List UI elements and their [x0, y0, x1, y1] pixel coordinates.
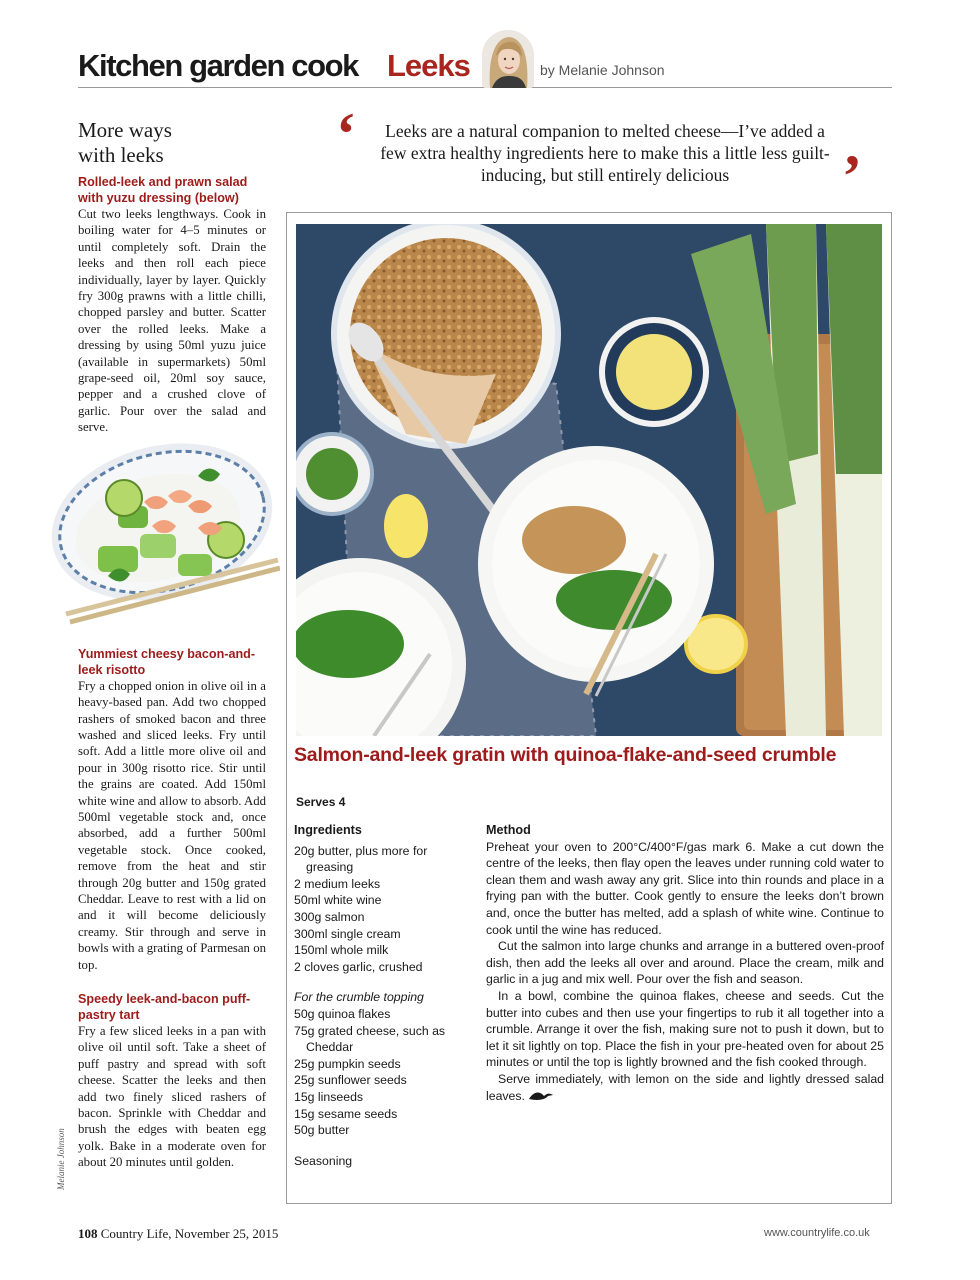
- recipe-title: Rolled-leek and prawn salad with yuzu dressing (below): [78, 175, 248, 205]
- quote-close-mark: ’: [842, 143, 862, 209]
- topping-heading: For the crumble topping: [294, 990, 424, 1005]
- sidebar: [78, 118, 266, 1171]
- topping-item: 75g grated cheese, such as Cheddar: [294, 1023, 446, 1055]
- method-step: In a bowl, combine the quinoa flakes, cheese and seeds. Cut the butter into cubes and then use your fingertips to rub it all together into a crumble. Arrange it over the fish, making sure not to push it down, but to let it sit lightly on top. Place the fish in your pre-heated oven for about 25 minutes or until the top is lightly browned and the fish cooked through.: [486, 988, 884, 1070]
- recipe-body: Fry a chopped onion in olive oil in a heavy-based pan. Add two chopped rashers of smoked bacon and three washed and sliced leeks. Fry until soft. Add a little more olive oil and pour in 300g risotto rice. Stir until the grains are coated. Add 150ml white wine and allow to absorb. Add 500ml vegetable stock and, once absorbed, add a further 500ml vegetable stock. Once cooked, remove from the heat and stir through 20g butter and 150g grated Cheddar. Leave to rest with a lid on and it will become deliciously creamy. Stir through and serve in bowls with a grating of Parmesan on top.: [78, 678, 267, 972]
- ingredient-item: 20g butter, plus more for greasing: [294, 843, 428, 875]
- ingredient-item: 300g salmon: [294, 909, 365, 924]
- ingredient-item: 300ml single cream: [294, 926, 401, 941]
- ingredient-item: 2 medium leeks: [294, 876, 381, 891]
- prawn-salad-photo: [48, 436, 280, 626]
- page-number: 108: [78, 1226, 98, 1241]
- topping-item: 25g sunflower seeds: [294, 1073, 407, 1088]
- column-topic: Leeks: [387, 48, 470, 83]
- sidebar-recipe: [78, 991, 266, 1171]
- recipe-title: Yummiest cheesy bacon-and-leek risotto: [78, 646, 256, 677]
- author-portrait: [482, 30, 534, 88]
- method-section: [486, 822, 884, 1104]
- recipe-title: Speedy leek-and-bacon puff-pastry tart: [78, 992, 251, 1022]
- end-mark-icon: [528, 1090, 554, 1102]
- pull-quote: Leeks are a natural companion to melted cheese—I’ve added a few extra healthy ingredients here to make this a little less guilt-inducing, but still entirely delicious: [380, 121, 830, 185]
- ingredients-heading: Ingredients: [294, 823, 362, 837]
- topping-item: 50g butter: [294, 1123, 350, 1138]
- method-heading: Method: [486, 823, 531, 837]
- magazine-issue: Country Life, November 25, 2015: [100, 1226, 279, 1241]
- footer-folio: [78, 1226, 278, 1242]
- sidebar-heading: More ways with leeks: [78, 118, 172, 167]
- sidebar-recipe: [78, 174, 266, 436]
- method-step: Preheat your oven to 200°C/400°F/gas mark 6. Make a cut down the centre of the leeks, then flay open the leaves under running cold water to clean them and wash away any grit. Slice into thin rounds and place in a frying pan with the butter. Cook gently to ensure the leeks don’t brown and, once the butter has melted, add a splash of white wine. Continue to cook until the wine has reduced.: [486, 839, 884, 937]
- topping-item: 15g linseeds: [294, 1089, 364, 1104]
- ingredient-item: 150ml whole milk: [294, 943, 389, 958]
- ingredient-item: 2 cloves garlic, crushed: [294, 959, 423, 974]
- column-title: Kitchen garden cook: [78, 48, 359, 83]
- recipe-body: Cut two leeks lengthways. Cook in boiling water for 4–5 minutes or until completely soft. Drain the leeks and then roll each piece individually, layer by layer. Quickly fry 300g prawns with a little chilli, chopped parsley and butter. Scatter over the rolled leeks. Make a dressing by using 50ml yuzu juice (available in supermarkets) 50ml grape-seed oil, 20ml soy sauce, pepper and a crushed clove of garlic. Pour over the salad and serve.: [78, 207, 266, 435]
- recipe-main-title: Salmon-and-leek gratin with quinoa-flake-and-seed crumble: [294, 744, 837, 766]
- footer-website-link[interactable]: www.countrylife.co.uk: [764, 1227, 870, 1239]
- seasoning-item: Seasoning: [294, 1153, 353, 1168]
- ingredients-list: [294, 822, 474, 1169]
- topping-item: 50g quinoa flakes: [294, 1006, 391, 1021]
- topping-item: 25g pumpkin seeds: [294, 1056, 401, 1071]
- gratin-photo: [296, 224, 882, 736]
- recipe-body: Fry a few sliced leeks in a pan with olive oil until soft. Take a sheet of puff pastry and spread with soft cheese. Scatter the leeks and then add two finely sliced rashers of bacon. Sprinkle with Cheddar and brush the edges with beaten egg yolk. Bake in a moderate oven for about 20 minutes until golden.: [78, 1024, 266, 1170]
- ingredient-item: 50ml white wine: [294, 893, 382, 908]
- quote-open-mark: ‘: [336, 101, 356, 167]
- serves-label: Serves 4: [296, 795, 346, 809]
- sidebar-recipe: [78, 646, 266, 973]
- page-header: [78, 44, 892, 88]
- photo-credit: Melanie Johnson: [56, 1128, 66, 1190]
- method-step: Serve immediately, with lemon on the side and lightly dressed salad leaves.: [486, 1071, 884, 1103]
- method-step: Cut the salmon into large chunks and arrange in a buttered oven-proof dish, then add the leeks all over and around. Place the cream, milk and garlic in a jug and mix well. Pour over the fish and season.: [486, 939, 884, 987]
- topping-item: 15g sesame seeds: [294, 1106, 398, 1121]
- byline: by Melanie Johnson: [540, 62, 665, 78]
